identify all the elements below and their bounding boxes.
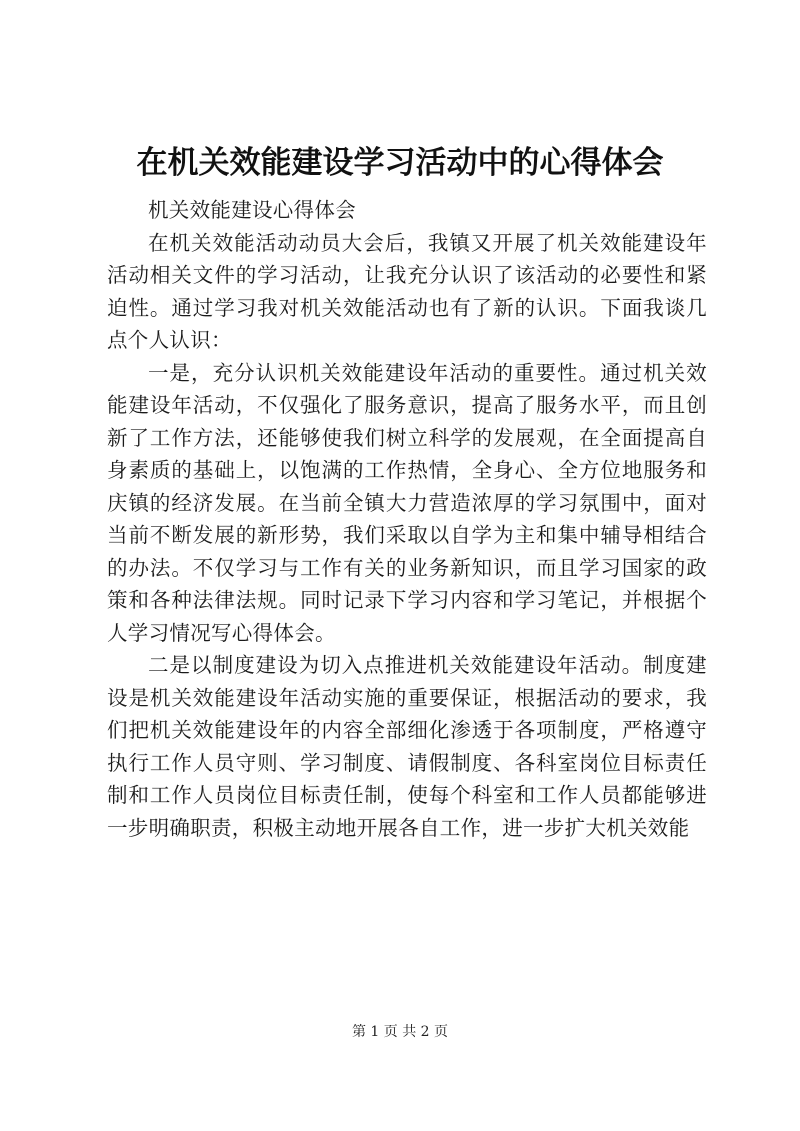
document-body [107,194,707,844]
paragraph-point-two: 二是以制度建设为切入点推进机关效能建设年活动。制度建设是机关效能建设年活动实施的重要保证，根据活动的要求，我们把机关效能建设年的内容全部细化渗透于各项制度，严格遵守执行工作人员守则、学习制度、请假制度、各科室岗位目标责任制和工作人员岗位目标责任制，使每个科室和工作人员都能够进一步明确职责，积极主动地开展各自工作，进一步扩大机关效能 [107,653,707,840]
paragraph-intro: 在机关效能活动动员大会后，我镇又开展了机关效能建设年活动相关文件的学习活动，让我充分认识了该活动的必要性和紧迫性。通过学习我对机关效能活动也有了新的认识。下面我谈几点个人认识： [107,230,707,352]
document-title: 在机关效能建设学习活动中的心得体会 [136,145,664,181]
page-footer: 第 1 页 共 2 页 [351,1024,449,1040]
document-subtitle: 机关效能建设心得体会 [148,198,356,222]
paragraph-point-one: 一是，充分认识机关效能建设年活动的重要性。通过机关效能建设年活动，不仅强化了服务意识，提高了服务水平，而且创新了工作方法，还能够使我们树立科学的发展观，在全面提高自身素质的基础上，以饱满的工作热情，全身心、全方位地服务和庆镇的经济发展。在当前全镇大力营造浓厚的学习氛围中，面对当前不断发展的新形势，我们采取以自学为主和集中辅导相结合的办法。不仅学习与工作有关的业务新知识，而且学习国家的政策和各种法律法规。同时记录下学习内容和学习笔记，并根据个人学习情况写心得体会。 [107,360,707,645]
